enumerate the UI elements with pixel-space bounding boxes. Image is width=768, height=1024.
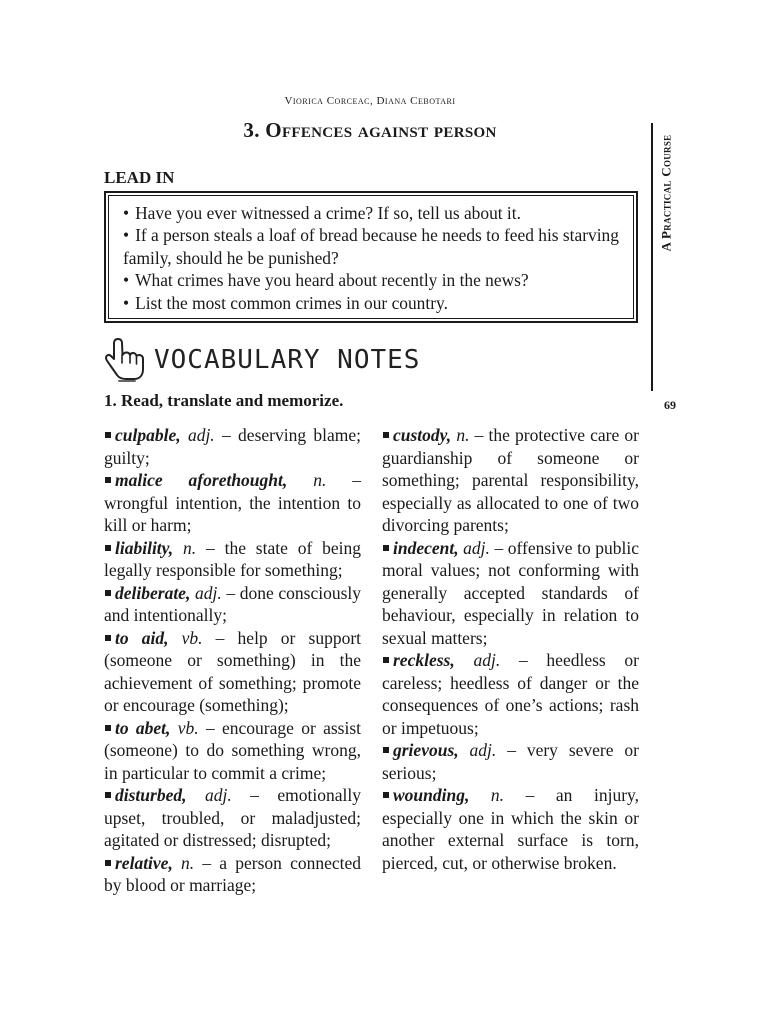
entry-term: wounding,	[393, 785, 470, 805]
entry-part-of-speech: adj.	[194, 582, 222, 603]
entry-part-of-speech: adj.	[473, 650, 501, 670]
bullet-icon: •	[123, 203, 130, 223]
entry-term: grievous,	[393, 740, 459, 760]
vocabulary-entry	[104, 717, 361, 785]
side-running-title	[656, 125, 676, 261]
square-bullet-icon	[383, 657, 389, 663]
entry-definition: – encourage or assist (someone) to do something wrong, in particular to commit a crime;	[104, 717, 362, 783]
side-rule	[651, 123, 653, 391]
bullet-icon: •	[123, 270, 130, 291]
vocabulary-entry	[382, 537, 639, 650]
entry-term: to abet,	[115, 717, 171, 738]
vocabulary-entry	[104, 852, 361, 897]
lead-in-question-text: List the most common crimes in our country.	[135, 292, 448, 313]
entry-term: culpable,	[115, 425, 181, 445]
lead-in-question-text: Have you ever witnessed a crime? If so, tell us about it.	[135, 203, 521, 223]
side-running-title-text: A Practical Course	[658, 134, 674, 252]
lead-in-question-text: What crimes have you heard about recently in the news?	[135, 270, 529, 291]
vocabulary-entry	[382, 739, 639, 784]
vocabulary-entry	[104, 537, 361, 582]
vocabulary-entry	[104, 784, 361, 852]
vocabulary-entry	[104, 469, 361, 537]
entry-definition: – the protective care or guardianship of someone or something; parental responsibility, especially as allocated to one of two divorcing parents;	[382, 425, 640, 535]
vocabulary-entry	[104, 582, 361, 627]
lead-in-box	[104, 191, 638, 323]
exercise-instruction: 1. Read, translate and memorize.	[104, 391, 344, 410]
vocabulary-entry	[382, 424, 639, 537]
vocabulary-column-right	[382, 424, 639, 874]
lead-in-question	[123, 269, 621, 291]
page-number: 69	[664, 398, 676, 412]
entry-part-of-speech: adj.	[463, 537, 490, 558]
square-bullet-icon	[383, 747, 389, 753]
entry-part-of-speech: adj.	[187, 425, 215, 445]
lead-in-question	[123, 224, 621, 269]
vocabulary-column-left	[104, 424, 361, 897]
entry-part-of-speech: n.	[183, 537, 197, 558]
lead-in-question	[123, 202, 621, 224]
square-bullet-icon	[105, 545, 111, 551]
lead-in-question-text: If a person steals a loaf of bread because he needs to feed his starving family, should he be punished?	[123, 225, 619, 268]
entry-part-of-speech: n.	[456, 425, 470, 445]
vocabulary-section-title: VOCABULARY NOTES	[154, 345, 421, 375]
entry-definition: – the state of being legally responsible for something;	[104, 537, 362, 580]
bullet-icon: •	[123, 225, 130, 246]
entry-part-of-speech: vb.	[181, 627, 203, 648]
square-bullet-icon	[105, 477, 111, 483]
vocabulary-entry	[104, 424, 361, 469]
entry-term: custody,	[393, 425, 452, 445]
bullet-icon: •	[123, 292, 130, 313]
entry-term: disturbed,	[115, 785, 187, 805]
entry-definition: – done consciously and intentionally;	[104, 582, 362, 625]
vocabulary-entry	[104, 627, 361, 717]
square-bullet-icon	[383, 545, 389, 551]
chapter-title: 3. Offences against person	[243, 118, 497, 142]
vocabulary-entry	[382, 649, 639, 739]
square-bullet-icon	[105, 725, 111, 731]
entry-part-of-speech: adj.	[469, 740, 497, 760]
lead-in-list	[108, 195, 634, 319]
running-head-authors: Viorica Corceac, Diana Cebotari	[284, 95, 456, 107]
entry-definition: – offensive to public moral values; not conforming with generally accepted standards of behaviour, especially in relation to sexual matters;	[382, 537, 639, 648]
entry-term: malice aforethought,	[115, 470, 288, 490]
entry-term: indecent,	[393, 537, 459, 558]
entry-term: liability,	[115, 537, 174, 558]
entry-part-of-speech: n.	[490, 785, 505, 805]
entry-part-of-speech: adj.	[204, 785, 232, 805]
entry-term: reckless,	[393, 650, 455, 670]
entry-part-of-speech: n.	[181, 852, 195, 873]
square-bullet-icon	[105, 635, 111, 641]
entry-definition: – an injury, especially one in which the skin or another external surface is torn, pierced, cut, or otherwise broken.	[382, 785, 640, 873]
lead-in-heading: LEAD IN	[104, 168, 175, 187]
square-bullet-icon	[383, 792, 389, 798]
square-bullet-icon	[105, 792, 111, 798]
entry-definition: – heedless or careless; heedless of danger or the consequences of one’s actions; rash or impetuous;	[382, 650, 640, 738]
entry-definition: – help or support (someone or something) in the achievement of something; promote or encourage (something);	[104, 627, 362, 715]
entry-definition: – wrongful intention, the intention to kill or harm;	[104, 470, 362, 535]
entry-term: deliberate,	[115, 582, 191, 603]
entry-part-of-speech: vb.	[177, 717, 199, 738]
entry-definition: – very severe or serious;	[382, 740, 640, 783]
square-bullet-icon	[105, 432, 111, 438]
lead-in-question	[123, 292, 621, 314]
entry-definition: – a person connected by blood or marriage;	[104, 852, 361, 895]
entry-definition: – deserving blame; guilty;	[104, 425, 362, 468]
pointing-hand-icon	[104, 337, 148, 383]
vocabulary-entry	[382, 784, 639, 874]
entry-term: relative,	[115, 852, 173, 873]
entry-definition: – emotionally upset, troubled, or maladjusted; agitated or distressed; disrupted;	[104, 785, 361, 850]
entry-part-of-speech: n.	[313, 470, 327, 490]
vocabulary-section-header	[104, 337, 420, 383]
square-bullet-icon	[105, 860, 111, 866]
square-bullet-icon	[105, 590, 111, 596]
entry-term: to aid,	[115, 627, 169, 648]
square-bullet-icon	[383, 432, 389, 438]
